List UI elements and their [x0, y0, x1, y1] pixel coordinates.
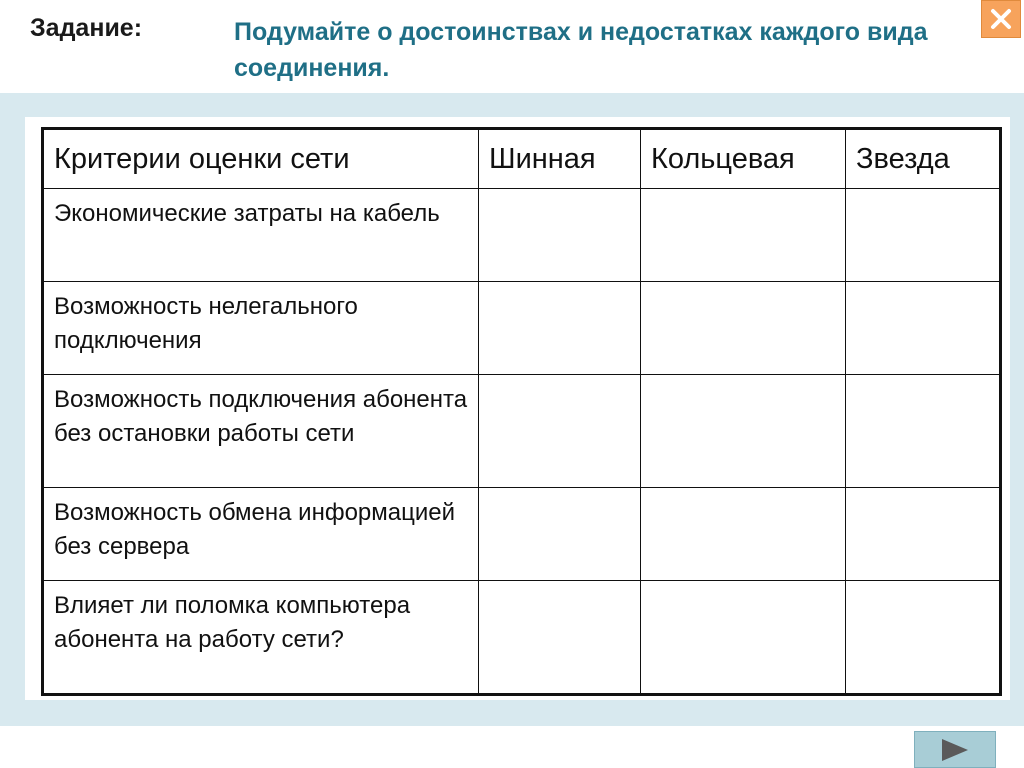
close-button[interactable] — [981, 0, 1021, 38]
table-row — [43, 375, 1001, 488]
criteria-table — [41, 127, 1002, 696]
table-row — [43, 488, 1001, 581]
next-slide-button[interactable] — [914, 731, 996, 768]
table-row — [43, 581, 1001, 695]
star-cell[interactable] — [846, 581, 1001, 695]
bus-cell[interactable] — [479, 189, 641, 282]
criterion-cell: Возможность нелегального подключения — [43, 282, 479, 375]
criterion-cell: Возможность обмена информацией без сервера — [43, 488, 479, 581]
header-ring: Кольцевая — [641, 129, 846, 189]
table-row — [43, 282, 1001, 375]
header-star: Звезда — [846, 129, 1001, 189]
star-cell[interactable] — [846, 488, 1001, 581]
criterion-cell: Влияет ли поломка компьютера абонента на работу сети? — [43, 581, 479, 695]
ring-cell[interactable] — [641, 581, 846, 695]
task-text: Подумайте о достоинствах и недостатках каждого вида соединения. — [234, 18, 928, 82]
table-row — [43, 189, 1001, 282]
play-arrow-icon — [938, 737, 972, 763]
bus-cell[interactable] — [479, 282, 641, 375]
bus-cell[interactable] — [479, 375, 641, 488]
ring-cell[interactable] — [641, 375, 846, 488]
ring-cell[interactable] — [641, 189, 846, 282]
ring-cell[interactable] — [641, 488, 846, 581]
table-header-row — [43, 129, 1001, 189]
star-cell[interactable] — [846, 282, 1001, 375]
task-label: Задание: — [30, 14, 143, 42]
content-stage — [0, 93, 1024, 726]
table-panel — [25, 117, 1010, 700]
bus-cell[interactable] — [479, 488, 641, 581]
header-bus: Шинная — [479, 129, 641, 189]
header-criteria: Критерии оценки сети — [43, 129, 479, 189]
ring-cell[interactable] — [641, 282, 846, 375]
star-cell[interactable] — [846, 189, 1001, 282]
close-icon — [989, 7, 1013, 31]
star-cell[interactable] — [846, 375, 1001, 488]
bus-cell[interactable] — [479, 581, 641, 695]
criterion-cell: Экономические затраты на кабель — [43, 189, 479, 282]
criterion-cell: Возможность подключения абонента без остановки работы сети — [43, 375, 479, 488]
